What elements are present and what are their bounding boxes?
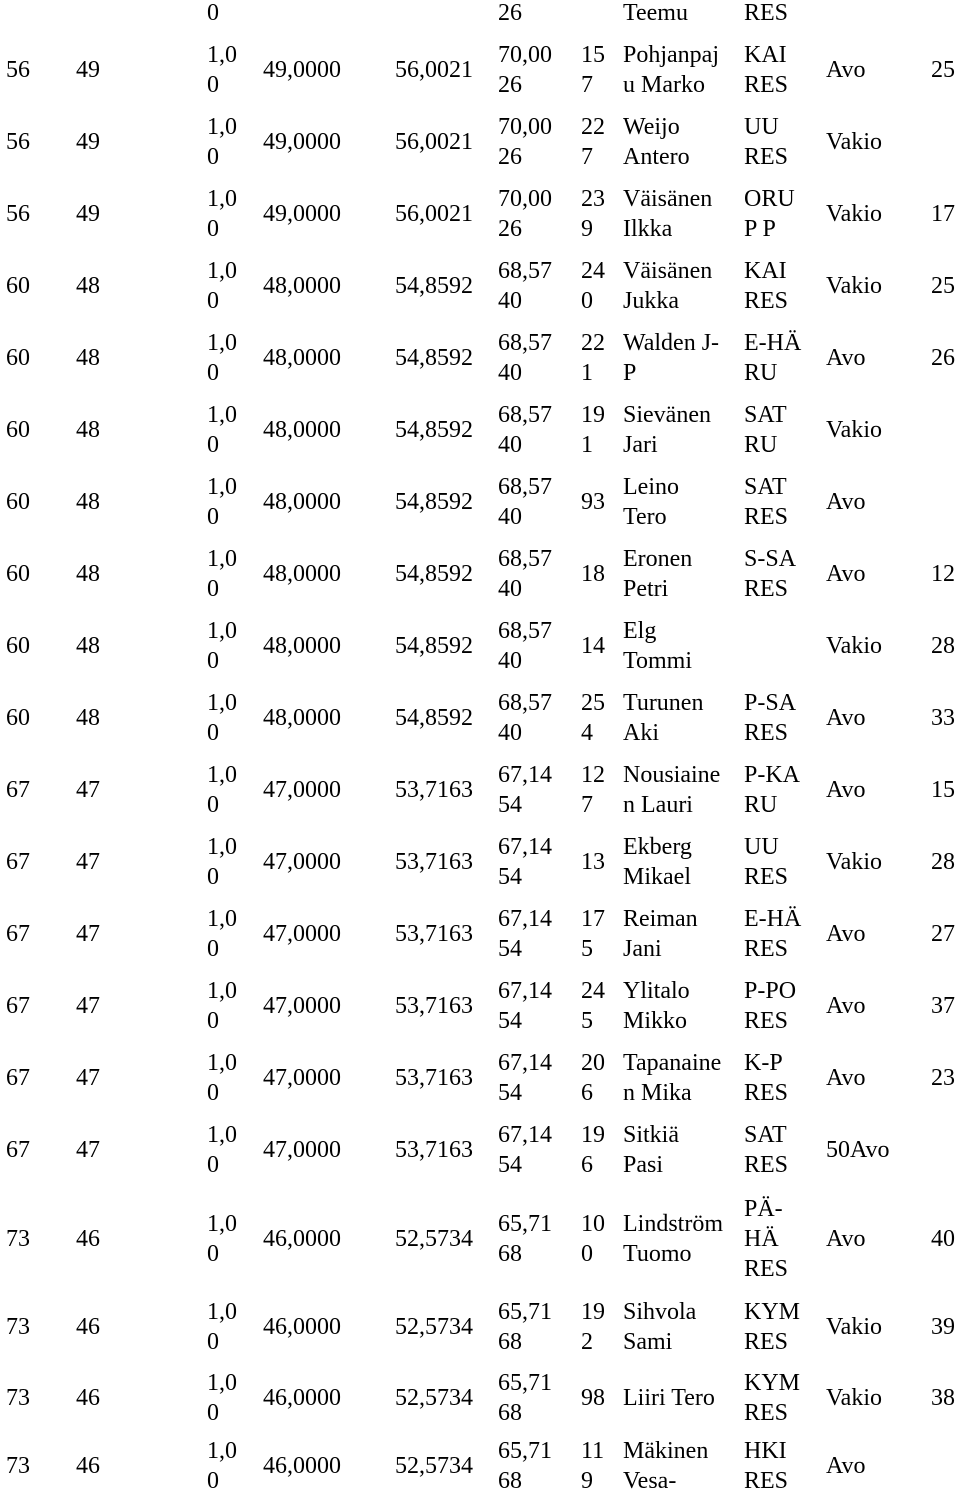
cell-c9: SAT RES	[744, 474, 789, 530]
cell-c2: 47	[76, 777, 100, 803]
cell-c1: 67	[6, 1065, 30, 1091]
cell-c6: 65,71 68	[498, 1437, 552, 1494]
cell-c2: 47	[76, 921, 100, 947]
cell-c1: 60	[6, 705, 30, 731]
cell-c3: 1,0 0	[207, 834, 237, 890]
cell-c5: 53,7163	[395, 993, 473, 1019]
cell-c8: Eronen Petri	[623, 546, 693, 602]
cell-c8: Pohjanpaj u Marko	[623, 42, 719, 98]
cell-c2: 47	[76, 1065, 100, 1091]
cell-c2: 46	[76, 1313, 100, 1340]
cell-c11: 17	[931, 201, 955, 227]
cell-c6: 67,14 54	[498, 906, 552, 962]
cell-c5: 53,7163	[395, 849, 473, 875]
cell-c3: 1,0 0	[207, 1437, 237, 1494]
cell-c4: 49,0000	[263, 201, 341, 227]
cell-c8: Liiri Tero	[623, 1385, 715, 1411]
cell-c5: 52,5734	[395, 1385, 473, 1411]
cell-c10: Vakio	[826, 1385, 882, 1411]
cell-c4: 46,0000	[263, 1452, 341, 1479]
cell-c7: 11 9	[581, 1437, 605, 1494]
cell-c2: 48	[76, 273, 100, 299]
cell-c6: 68,57 40	[498, 546, 552, 602]
cell-c5: 53,7163	[395, 777, 473, 803]
cell-c10: Avo	[826, 57, 866, 83]
cell-c1: 60	[6, 417, 30, 443]
cell-c3: 1,0 0	[207, 1370, 237, 1426]
cell-c8: Leino Tero	[623, 474, 679, 530]
table-row	[0, 1042, 960, 1114]
cell-c7: 13	[581, 849, 605, 875]
cell-c7: 93	[581, 489, 605, 515]
table-row	[0, 1434, 960, 1497]
cell-c9: P-PO RES	[744, 978, 797, 1034]
cell-c11: 25	[931, 273, 955, 299]
cell-c11: 26	[931, 345, 955, 371]
cell-c5: 54,8592	[395, 345, 473, 371]
cell-c4: 48,0000	[263, 489, 341, 515]
cell-c1: 60	[6, 273, 30, 299]
cell-c4: 47,0000	[263, 849, 341, 875]
cell-c11: 38	[931, 1385, 955, 1411]
cell-c7: 15 7	[581, 42, 605, 98]
cell-c5: 54,8592	[395, 705, 473, 731]
cell-c4: 47,0000	[263, 1065, 341, 1091]
cell-c1: 73	[6, 1385, 30, 1411]
cell-c6: 70,00 26	[498, 114, 552, 170]
cell: Teemu	[623, 0, 688, 26]
cell-c5: 56,0021	[395, 201, 473, 227]
table-row	[0, 34, 960, 106]
cell-c3: 1,0 0	[207, 690, 237, 746]
cell-c7: 19 2	[581, 1298, 605, 1355]
cell-c7: 22 1	[581, 330, 605, 386]
cell-c5: 54,8592	[395, 273, 473, 299]
cell-c2: 47	[76, 993, 100, 1019]
cell-c7: 20 6	[581, 1050, 605, 1106]
cell-c3: 1,0 0	[207, 1210, 237, 1267]
cell-c1: 67	[6, 849, 30, 875]
cell-c10: Avo	[826, 1225, 866, 1252]
cell-c5: 52,5734	[395, 1313, 473, 1340]
cell-c8: Turunen Aki	[623, 690, 704, 746]
cell-c8: Tapanaine n Mika	[623, 1050, 722, 1106]
cell-c6: 67,14 54	[498, 1050, 552, 1106]
cell-c6: 67,14 54	[498, 1122, 552, 1178]
cell-c7: 24 5	[581, 978, 605, 1034]
cell-c9: KYM RES	[744, 1370, 801, 1426]
cell-c7: 98	[581, 1385, 605, 1411]
cell-c8: Mäkinen Vesa-	[623, 1437, 709, 1494]
cell-c1: 73	[6, 1225, 30, 1252]
cell-c8: Elg Tommi	[623, 618, 692, 674]
cell-c3: 1,0 0	[207, 618, 237, 674]
cell-c2: 48	[76, 561, 100, 587]
cell-c6: 68,57 40	[498, 330, 552, 386]
cell-c1: 56	[6, 129, 30, 155]
cell-c4: 46,0000	[263, 1313, 341, 1340]
cell-c10: Avo	[826, 993, 866, 1019]
cell-c2: 47	[76, 1137, 100, 1163]
cell-c9: KAI RES	[744, 42, 789, 98]
cell-c6: 67,14 54	[498, 978, 552, 1034]
cell-c9: KYM RES	[744, 1298, 801, 1355]
cell-c2: 49	[76, 129, 100, 155]
cell-c11: 33	[931, 705, 955, 731]
cell-c5: 54,8592	[395, 561, 473, 587]
cell-c4: 48,0000	[263, 417, 341, 443]
cell-c8: Väisänen Ilkka	[623, 186, 713, 242]
cell-c5: 54,8592	[395, 489, 473, 515]
cell-c3: 1,0 0	[207, 1122, 237, 1178]
cell-c11: 25	[931, 57, 955, 83]
cell-c11: 39	[931, 1313, 955, 1340]
cell-c6: 67,14 54	[498, 834, 552, 890]
cell-c3: 1,0 0	[207, 258, 237, 314]
cell-c5: 56,0021	[395, 57, 473, 83]
cell-c5: 52,5734	[395, 1225, 473, 1252]
cell-c7: 22 7	[581, 114, 605, 170]
cell-c9: P-SA RES	[744, 690, 797, 746]
cell-c5: 53,7163	[395, 1065, 473, 1091]
cell-c4: 48,0000	[263, 273, 341, 299]
cell-c2: 47	[76, 849, 100, 875]
cell-c9: P-KA RU	[744, 762, 801, 818]
cell-c10: Avo	[826, 921, 866, 947]
cell-c11: 15	[931, 777, 955, 803]
table-row	[0, 538, 960, 610]
cell-c3: 1,0 0	[207, 330, 237, 386]
cell-c9: SAT RES	[744, 1122, 789, 1178]
cell-c7: 19 6	[581, 1122, 605, 1178]
table-row	[0, 1186, 960, 1291]
cell-c6: 68,57 40	[498, 402, 552, 458]
cell: 26	[498, 0, 522, 26]
cell-c11: 12	[931, 561, 955, 587]
cell-c9: UU RES	[744, 834, 789, 890]
cell-c4: 49,0000	[263, 129, 341, 155]
cell-c10: Vakio	[826, 273, 882, 299]
table-row	[0, 682, 960, 754]
cell-c10: Avo	[826, 1452, 866, 1479]
cell-c10: Avo	[826, 705, 866, 731]
cell: 0	[207, 0, 219, 26]
cell-c2: 48	[76, 489, 100, 515]
cell-c10: Vakio	[826, 201, 882, 227]
cell-c9: UU RES	[744, 114, 789, 170]
cell-c1: 60	[6, 489, 30, 515]
table-row	[0, 610, 960, 682]
cell-c11: 37	[931, 993, 955, 1019]
cell-c9: E-HÄ RES	[744, 906, 802, 962]
cell-c10: Avo	[826, 345, 866, 371]
cell-c5: 53,7163	[395, 921, 473, 947]
cell-c10: Avo	[826, 489, 866, 515]
table-row	[0, 466, 960, 538]
cell-c7: 19 1	[581, 402, 605, 458]
cell-c1: 60	[6, 561, 30, 587]
cell-c3: 1,0 0	[207, 906, 237, 962]
cell-c3: 1,0 0	[207, 186, 237, 242]
cell-c9: SAT RU	[744, 402, 787, 458]
cell-c9: PÄ- HÄ RES	[744, 1195, 789, 1282]
cell-c8: Lindström Tuomo	[623, 1210, 723, 1267]
table-row	[0, 394, 960, 466]
cell-c7: 17 5	[581, 906, 605, 962]
cell-c11: 40	[931, 1225, 955, 1252]
cell-c1: 67	[6, 921, 30, 947]
cell-c4: 47,0000	[263, 921, 341, 947]
cell-c1: 56	[6, 57, 30, 83]
cell-c5: 53,7163	[395, 1137, 473, 1163]
table-row	[0, 178, 960, 250]
cell-c5: 56,0021	[395, 129, 473, 155]
cell-c2: 48	[76, 417, 100, 443]
cell-c10: Avo	[826, 561, 866, 587]
cell-c3: 1,0 0	[207, 1050, 237, 1106]
cell-c8: Sihvola Sami	[623, 1298, 697, 1355]
cell-c11: 27	[931, 921, 955, 947]
table-row	[0, 1291, 960, 1362]
cell-c2: 48	[76, 345, 100, 371]
cell-c9: HKI RES	[744, 1437, 789, 1494]
cell-c7: 10 0	[581, 1210, 605, 1267]
cell-c8: Nousiaine n Lauri	[623, 762, 721, 818]
cell-c3: 1,0 0	[207, 978, 237, 1034]
cell-c6: 68,57 40	[498, 618, 552, 674]
table-row	[0, 898, 960, 970]
cell-c8: Weijo Antero	[623, 114, 690, 170]
cell-c4: 48,0000	[263, 633, 341, 659]
cell-c9: K-P RES	[744, 1050, 789, 1106]
cell-c9: E-HÄ RU	[744, 330, 802, 386]
table-row	[0, 1362, 960, 1434]
cell-c4: 47,0000	[263, 993, 341, 1019]
cell-c4: 48,0000	[263, 705, 341, 731]
cell-c1: 56	[6, 201, 30, 227]
cell-c3: 1,0 0	[207, 474, 237, 530]
cell-c2: 46	[76, 1452, 100, 1479]
cell-c4: 46,0000	[263, 1385, 341, 1411]
cell: RES	[744, 0, 789, 26]
cell-c2: 46	[76, 1225, 100, 1252]
cell-c10: Vakio	[826, 129, 882, 155]
cell-c7: 12 7	[581, 762, 605, 818]
cell-c10: Avo	[826, 777, 866, 803]
table-row	[0, 1114, 960, 1186]
cell-c1: 73	[6, 1313, 30, 1340]
cell-c1: 60	[6, 633, 30, 659]
cell-c4: 49,0000	[263, 57, 341, 83]
cell-c5: 52,5734	[395, 1452, 473, 1479]
cell-c7: 23 9	[581, 186, 605, 242]
cell-c5: 54,8592	[395, 633, 473, 659]
cell-c4: 46,0000	[263, 1225, 341, 1252]
cell-c6: 70,00 26	[498, 42, 552, 98]
cell-c6: 65,71 68	[498, 1370, 552, 1426]
cell-c8: Ylitalo Mikko	[623, 978, 690, 1034]
cell-c8: Sitkiä Pasi	[623, 1122, 680, 1178]
cell-c11: 28	[931, 849, 955, 875]
cell-c9: KAI RES	[744, 258, 789, 314]
cell-c11: 28	[931, 633, 955, 659]
cell-c4: 48,0000	[263, 345, 341, 371]
cell-c4: 47,0000	[263, 1137, 341, 1163]
cell-c2: 46	[76, 1385, 100, 1411]
cell-c7: 25 4	[581, 690, 605, 746]
cell-c1: 73	[6, 1452, 30, 1479]
cell-c1: 67	[6, 777, 30, 803]
cell-c10: 50Avo	[826, 1137, 890, 1163]
cell-c10: Vakio	[826, 849, 882, 875]
table-row	[0, 250, 960, 322]
cell-c6: 67,14 54	[498, 762, 552, 818]
table-row	[0, 106, 960, 178]
cell-c2: 48	[76, 705, 100, 731]
cell-c3: 1,0 0	[207, 114, 237, 170]
cell-c6: 65,71 68	[498, 1210, 552, 1267]
table-row	[0, 754, 960, 826]
cell-c7: 24 0	[581, 258, 605, 314]
table-row	[0, 970, 960, 1042]
cell-c6: 68,57 40	[498, 690, 552, 746]
cell-c3: 1,0 0	[207, 546, 237, 602]
table-row	[0, 826, 960, 898]
cell-c8: Väisänen Jukka	[623, 258, 713, 314]
cell-c10: Vakio	[826, 1313, 882, 1340]
cell-c9: S-SA RES	[744, 546, 797, 602]
cell-c8: Ekberg Mikael	[623, 834, 692, 890]
cell-c10: Avo	[826, 1065, 866, 1091]
cell-c6: 68,57 40	[498, 474, 552, 530]
cell-c10: Vakio	[826, 633, 882, 659]
cell-c3: 1,0 0	[207, 402, 237, 458]
cell-c8: Walden J- P	[623, 330, 720, 386]
cell-c4: 47,0000	[263, 777, 341, 803]
cell-c6: 68,57 40	[498, 258, 552, 314]
cell-c9: ORU P P	[744, 186, 795, 242]
cell-c6: 65,71 68	[498, 1298, 552, 1355]
cell-c1: 67	[6, 993, 30, 1019]
cell-c1: 67	[6, 1137, 30, 1163]
cell-c7: 18	[581, 561, 605, 587]
cell-c3: 1,0 0	[207, 1298, 237, 1355]
cell-c1: 60	[6, 345, 30, 371]
cell-c2: 49	[76, 57, 100, 83]
cell-c5: 54,8592	[395, 417, 473, 443]
cell-c3: 1,0 0	[207, 762, 237, 818]
cell-c3: 1,0 0	[207, 42, 237, 98]
cell-c6: 70,00 26	[498, 186, 552, 242]
cell-c2: 48	[76, 633, 100, 659]
table-row	[0, 322, 960, 394]
cell-c8: Reiman Jani	[623, 906, 698, 962]
cell-c10: Vakio	[826, 417, 882, 443]
cell-c8: Sievänen Jari	[623, 402, 711, 458]
cell-c11: 23	[931, 1065, 955, 1091]
cell-c7: 14	[581, 633, 605, 659]
cell-c2: 49	[76, 201, 100, 227]
partial-top-row	[0, 0, 960, 26]
cell-c4: 48,0000	[263, 561, 341, 587]
